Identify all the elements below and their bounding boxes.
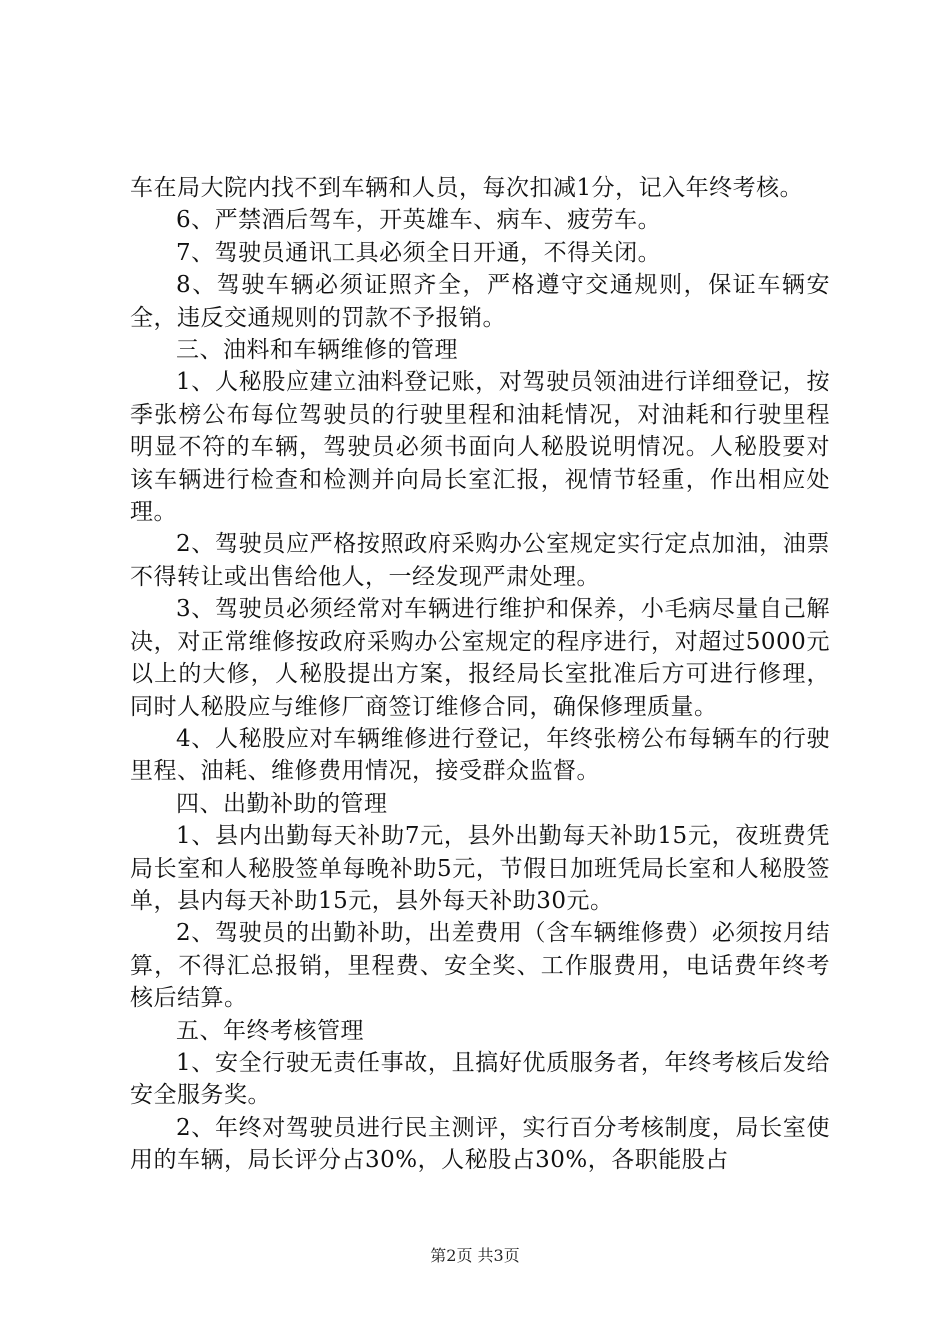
section-heading-3: 三、油料和车辆维修的管理: [176, 337, 458, 364]
paragraph-item-8: 8、驾驶车辆必须证照齐全，严格遵守交通规则，保证车辆安全，违反交通规则的罚款不予报销。: [130, 272, 830, 331]
section-heading-4: 四、出勤补助的管理: [176, 790, 388, 817]
section-heading-5: 五、年终考核管理: [176, 1017, 364, 1044]
paragraph-assessment-1: 1、安全行驶无责任事故，且搞好优质服务者，年终考核后发给安全服务奖。: [130, 1049, 830, 1109]
paragraph-continuation: 车在局大院内找不到车辆和人员，每次扣减1分，记入年终考核。: [130, 175, 804, 201]
paragraph-assessment-2: 2、年终对驾驶员进行民主测评，实行百分考核制度，局长室使用的车辆，局长评分占30%，人秘股占30%，各职能股占: [130, 1114, 830, 1174]
page-footer: 第2页 共3页: [430, 1246, 520, 1265]
paragraph-item-7: 7、驾驶员通讯工具必须全日开通，不得关闭。: [176, 239, 662, 266]
paragraph-fuel-1: 1、人秘股应建立油料登记账，对驾驶员领油进行详细登记，按季张榜公布每位驾驶员的行驶里程和油耗情况，对油耗和行驶里程明显不符的车辆，驾驶员必须书面向人秘股说明情况。人秘股要对该车辆进行检查和检测并向局长室汇报，视情节轻重，作出相应处理。: [130, 369, 830, 526]
paragraph-fuel-2: 2、驾驶员应严格按照政府采购办公室规定实行定点加油，油票不得转让或出售给他人，一经发现严肃处理。: [130, 531, 830, 590]
paragraph-allowance-1: 1、县内出勤每天补助7元，县外出勤每天补助15元，夜班费凭局长室和人秘股签单每晚补助5元，节假日加班凭局长室和人秘股签单，县内每天补助15元，县外每天补助30元。: [130, 823, 830, 914]
document-body: [130, 172, 830, 1177]
paragraph-fuel-3: 3、驾驶员必须经常对车辆进行维护和保养，小毛病尽量自己解决，对正常维修按政府采购办公室规定的程序进行，对超过5000元以上的大修，人秘股提出方案，报经局长室批准后方可进行修理，同时人秘股应与维修厂商签订维修合同，确保修理质量。: [130, 596, 830, 720]
paragraph-fuel-4: 4、人秘股应对车辆维修进行登记，年终张榜公布每辆车的行驶里程、油耗、维修费用情况，接受群众监督。: [130, 725, 830, 785]
paragraph-allowance-2: 2、驾驶员的出勤补助，出差费用（含车辆维修费）必须按月结算，不得汇总报销，里程费、安全奖、工作服费用，电话费年终考核后结算。: [130, 920, 830, 1012]
paragraph-item-6: 6、严禁酒后驾车，开英雄车、病车、疲劳车。: [176, 207, 662, 234]
